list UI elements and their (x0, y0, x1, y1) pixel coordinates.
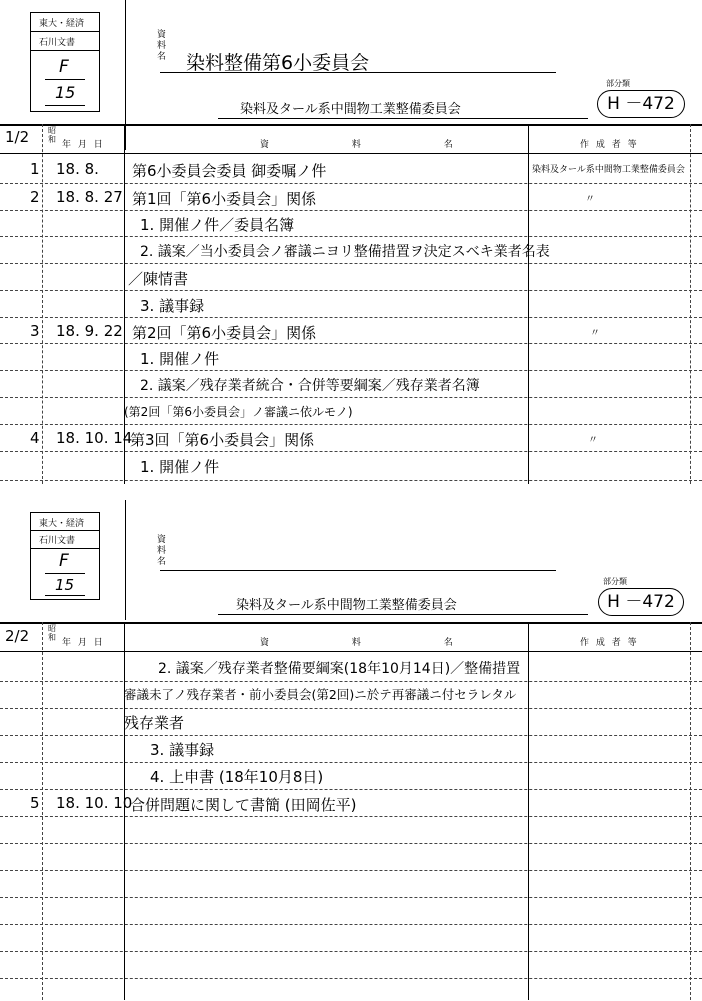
stamp-number: 15 (55, 576, 75, 594)
page-number: 1/2 (5, 128, 30, 146)
row-number: 5 (30, 794, 40, 812)
row-date: 18. 10. 10 (56, 794, 133, 812)
row-document: 第3回「第6小委員会」関係 (130, 431, 315, 449)
header-document-name: 資 料 名 (260, 140, 493, 150)
row-document: 第6小委員会委員 御委嘱ノ件 (132, 162, 327, 180)
stamp-line2: 石川文書 (39, 536, 76, 546)
row-date: 18. 10. 14 (56, 429, 133, 447)
bunrui-label: 部分類 (606, 79, 630, 88)
row-number: 2 (30, 188, 40, 206)
bunrui-label: 部分類 (603, 577, 627, 586)
row-document: 1. 開催ノ件 (140, 350, 220, 368)
row-document: 3. 議事録 (150, 741, 215, 759)
row-document: 2. 議案／残存業者統合・合併等要綱案／残存業者名簿 (140, 378, 480, 394)
row-date: 18. 8. 27 (56, 188, 123, 206)
row-document: 第1回「第6小委員会」関係 (132, 190, 317, 208)
row-document: 4. 上申書 (18年10月8日) (150, 768, 324, 786)
header-author: 作 成 者 等 (580, 638, 639, 648)
row-document: 残存業者 (124, 714, 185, 732)
row-number: 4 (30, 429, 40, 447)
stamp-letter: F (59, 57, 69, 77)
row-document: 2. 議案／当小委員会ノ審議ニヨリ整備措置ヲ決定スベキ業者名表 (140, 244, 550, 260)
row-number: 3 (30, 322, 40, 340)
classification-code: H －472 (597, 90, 685, 118)
row-document: 2. 議案／残存業者整備要綱案(18年10月14日)／整備措置 (158, 661, 521, 677)
row-date: 18. 9. 22 (56, 322, 123, 340)
header-ymd: 年 月 日 (62, 140, 105, 150)
stamp-line1: 東大・経済 (39, 519, 85, 529)
page-number: 2/2 (5, 627, 30, 645)
archive-stamp (30, 512, 100, 600)
row-document: 3. 議事録 (140, 297, 205, 315)
stamp-line1: 東大・経済 (39, 19, 85, 29)
row-document: 第2回「第6小委員会」関係 (132, 324, 317, 342)
row-number: 1 (30, 160, 40, 178)
stamp-letter: F (59, 551, 69, 571)
stamp-number: 15 (55, 83, 76, 102)
row-author: 染料及タール系中間物工業整備委員会 (532, 165, 685, 175)
row-author: 〃 (585, 194, 595, 205)
header-author: 作 成 者 等 (580, 140, 639, 150)
header-document-name: 資 料 名 (260, 638, 493, 648)
row-document: 1. 開催ノ件 (140, 458, 220, 476)
committee-name: 染料及タール系中間物工業整備委員会 (240, 102, 461, 117)
row-document: ／陳情書 (128, 270, 189, 288)
stamp-line2: 石川文書 (39, 38, 76, 48)
row-document: (第2回「第6小委員会」ノ審議ニ依ルモノ) (124, 405, 353, 419)
header-showa: 昭和 (48, 126, 56, 144)
row-author: 〃 (590, 328, 600, 339)
shiryo-label: 資料名 (157, 30, 167, 62)
committee-name: 染料及タール系中間物工業整備委員会 (236, 598, 457, 613)
header-ymd: 年 月 日 (62, 638, 105, 648)
row-document: 審議未了ノ残存業者・前小委員会(第2回)ニ於テ再審議ニ付セラレタル (124, 687, 517, 702)
row-author: 〃 (588, 435, 598, 446)
classification-code: H －472 (598, 588, 684, 616)
document-title: 染料整備第6小委員会 (186, 52, 370, 74)
row-document: 1. 開催ノ件／委員名簿 (140, 216, 295, 234)
row-date: 18. 8. (56, 160, 99, 178)
shiryo-label: 資料名 (157, 535, 167, 567)
archive-stamp (30, 12, 100, 112)
row-document: 合併問題に関して書簡 (田岡佐平) (130, 796, 357, 814)
header-showa: 昭和 (48, 624, 56, 642)
